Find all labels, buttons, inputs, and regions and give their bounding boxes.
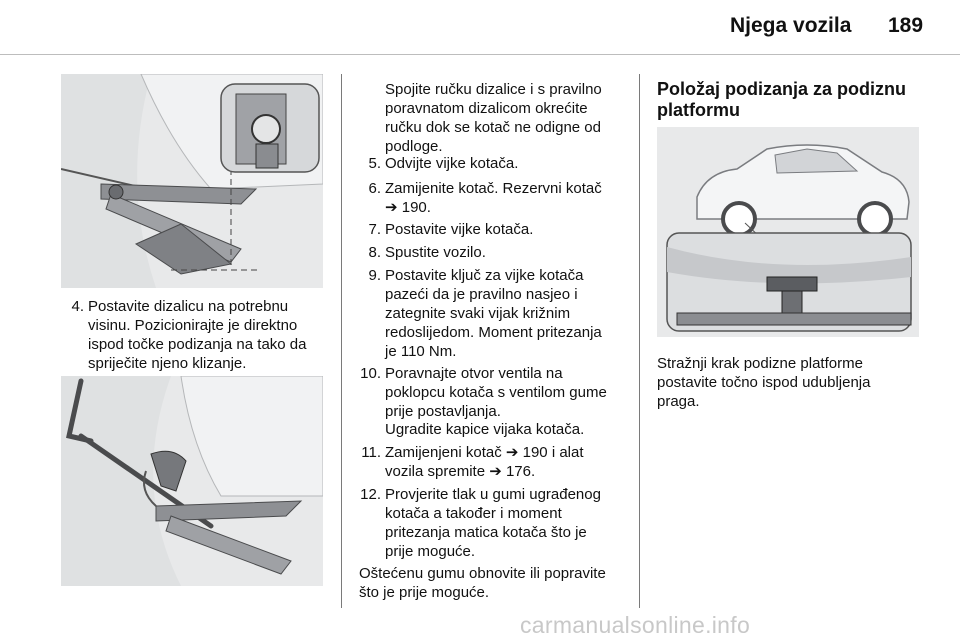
step-line: pritezanja matica kotača što je [385, 524, 587, 541]
step-line: zategnite svaki vijak križnim [385, 305, 571, 322]
column-divider-1 [341, 74, 342, 608]
page-number: 189 [888, 14, 924, 37]
heading-line: platformu [657, 100, 740, 120]
step-text [385, 220, 533, 239]
step-text [385, 154, 518, 173]
step-line: Ugradite kapice vijaka kotača. [385, 421, 585, 438]
step-line: ispod točke podizanja na tako da [88, 336, 307, 353]
step-number: 11. [361, 444, 381, 461]
step-text [385, 243, 486, 262]
step-number: 9. [368, 267, 381, 284]
section-title: Njega vozila [730, 14, 852, 37]
outro-paragraph [359, 564, 634, 602]
step-line: visinu. Pozicionirajte je direktno [88, 317, 298, 334]
step-line: Odvijte vijke kotača. [385, 155, 519, 172]
step-number: 4. [71, 298, 84, 315]
text-line: ručku dok se kotač ne odigne od [385, 119, 601, 136]
step-line: poklopcu kotača s ventilom gume [385, 384, 607, 401]
step-line: je 110 Nm. [385, 343, 457, 360]
text-line: što je prije moguće. [359, 584, 490, 601]
step-line: Provjerite tlak u gumi ugrađenog [385, 486, 601, 503]
jack-crank-illustration [61, 376, 323, 586]
step-text [385, 179, 602, 217]
text-line: poravnatom dizalicom okrećite [385, 100, 588, 117]
step-line: Poravnajte otvor ventila na [385, 365, 563, 382]
step-line: spriječite njeno klizanje. [88, 355, 247, 372]
watermark: carmanualsonline.info [520, 612, 751, 638]
page-header [0, 0, 960, 52]
step-line: pazeći da je pravilno nasjeo i [385, 286, 578, 303]
section-heading [657, 79, 917, 121]
jack-position-illustration [61, 74, 323, 288]
step-line: Postavite vijke kotača. [385, 221, 534, 238]
step-number: 10. [360, 365, 381, 382]
step-line: prije postavljanja. [385, 403, 501, 420]
step-line: Postavite ključ za vijke kotača [385, 267, 584, 284]
step-line: Postavite dizalicu na potrebnu [88, 298, 289, 315]
column-divider-2 [639, 74, 640, 608]
step-number: 8. [368, 244, 381, 261]
step-number: 7. [368, 221, 381, 238]
step-text [385, 266, 602, 361]
step-line: Zamijenjeni kotač ➔ 190 i alat [385, 444, 584, 461]
text-line: Spojite ručku dizalice i s pravilno [385, 81, 602, 98]
intro-paragraph [385, 80, 635, 156]
step-line: kotača a također i moment [385, 505, 562, 522]
step-text [88, 297, 307, 373]
step-text [385, 443, 584, 481]
text-line: Oštećenu gumu obnovite ili popravite [359, 565, 606, 582]
step-line: ➔ 190. [385, 199, 431, 216]
header-rule [0, 54, 960, 55]
lift-platform-illustration [657, 127, 919, 337]
text-line: praga. [657, 393, 700, 410]
lift-paragraph [657, 354, 917, 411]
step-text [385, 420, 584, 439]
step-text [385, 364, 607, 421]
step-line: Zamijenite kotač. Rezervni kotač [385, 180, 602, 197]
text-line: podloge. [385, 138, 443, 155]
step-line: Spustite vozilo. [385, 244, 486, 261]
step-text [385, 485, 601, 561]
step-line: prije moguće. [385, 543, 476, 560]
text-line: Stražnji krak podizne platforme [657, 355, 863, 372]
text-line: postavite točno ispod udubljenja [657, 374, 871, 391]
step-line: redoslijedom. Moment pritezanja [385, 324, 602, 341]
step-number: 12. [360, 486, 381, 503]
step-line: vozila spremite ➔ 176. [385, 463, 536, 480]
step-number: 6. [368, 180, 381, 197]
heading-line: Položaj podizanja za podiznu [657, 79, 907, 99]
step-number: 5. [368, 155, 381, 172]
